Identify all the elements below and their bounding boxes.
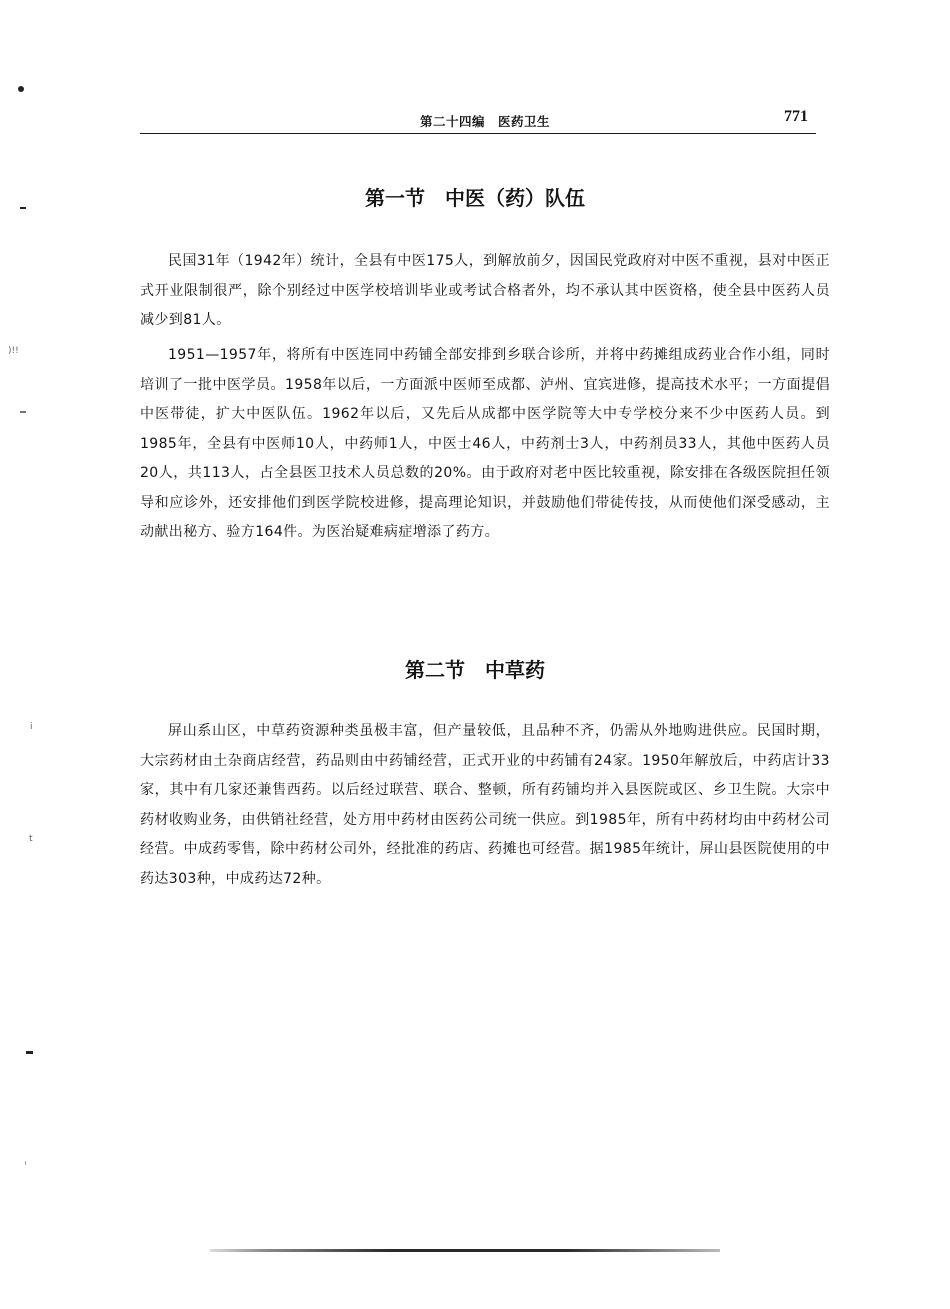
header-rule bbox=[140, 133, 816, 134]
margin-tick bbox=[25, 1161, 26, 1165]
footer-rule bbox=[210, 1249, 720, 1252]
section-heading: 第二节 中草药 bbox=[405, 658, 545, 682]
margin-text: t bbox=[29, 834, 33, 844]
page-number: 771 bbox=[784, 108, 808, 125]
margin-dash bbox=[20, 411, 26, 413]
running-header bbox=[140, 106, 816, 134]
section-heading: 第一节 中医（药）队伍 bbox=[365, 186, 585, 210]
body-paragraph: 屏山系山区，中草药资源种类虽极丰富，但产量较低，且品种不齐，仍需从外地购进供应。民国时期，大宗药材由土杂商店经营，药品则由中药铺经营，正式开业的中药铺有24家。1950年解放后，中药店计33家，其中有几家还兼售西药。以后经过联营、联合、整顿，所有药铺均并入县医院或区、乡卫生院。大宗中药材收购业务，由供销社经营，处方用中药材由医药公司统一供应。到1985年，所有中药材均由中药材公司经营。中成药零售，除中药材公司外，经批准的药店、药摊也可经营。据1985年统计，屏山县医院使用的中药达303种，中成药达72种。 bbox=[140, 723, 830, 887]
margin-text: i bbox=[30, 722, 33, 732]
body-paragraph: 1951—1957年，将所有中医连同中药铺全部安排到乡联合诊所，并将中药摊组成药业合作小组，同时培训了一批中医学员。1958年以后，一方面派中医师至成都、泸州、宜宾进修，提高技术水平；一方面提倡中医带徒，扩大中医队伍。1962年以后，又先后从成都中医学院等大中专学校分来不少中医药人员。到1985年，全县有中医师10人，中药师1人，中医士46人，中药剂士3人，中药剂员33人，其他中医药人员20人，共113人，占全县医卫技术人员总数的20%。由于政府对老中医比较重视，除安排在各级医院担任领导和应诊外，还安排他们到医学院校进修，提高理论知识，并鼓励他们带徒传技，从而使他们深受感动，主动献出秘方、验方164件。为医治疑难病症增添了药方。 bbox=[140, 347, 830, 540]
header-title: 第二十四编 医药卫生 bbox=[420, 114, 551, 129]
margin-dash bbox=[26, 1051, 33, 1054]
body-paragraph: 民国31年（1942年）统计，全县有中医175人，到解放前夕，因国民党政府对中医不重视，县对中医正式开业限制很严，除个别经过中医学校培训毕业或考试合格者外，均不承认其中医资格，使全县中医药人员减少到81人。 bbox=[140, 253, 830, 328]
margin-dot bbox=[18, 86, 24, 92]
margin-text: )!! bbox=[8, 346, 19, 356]
